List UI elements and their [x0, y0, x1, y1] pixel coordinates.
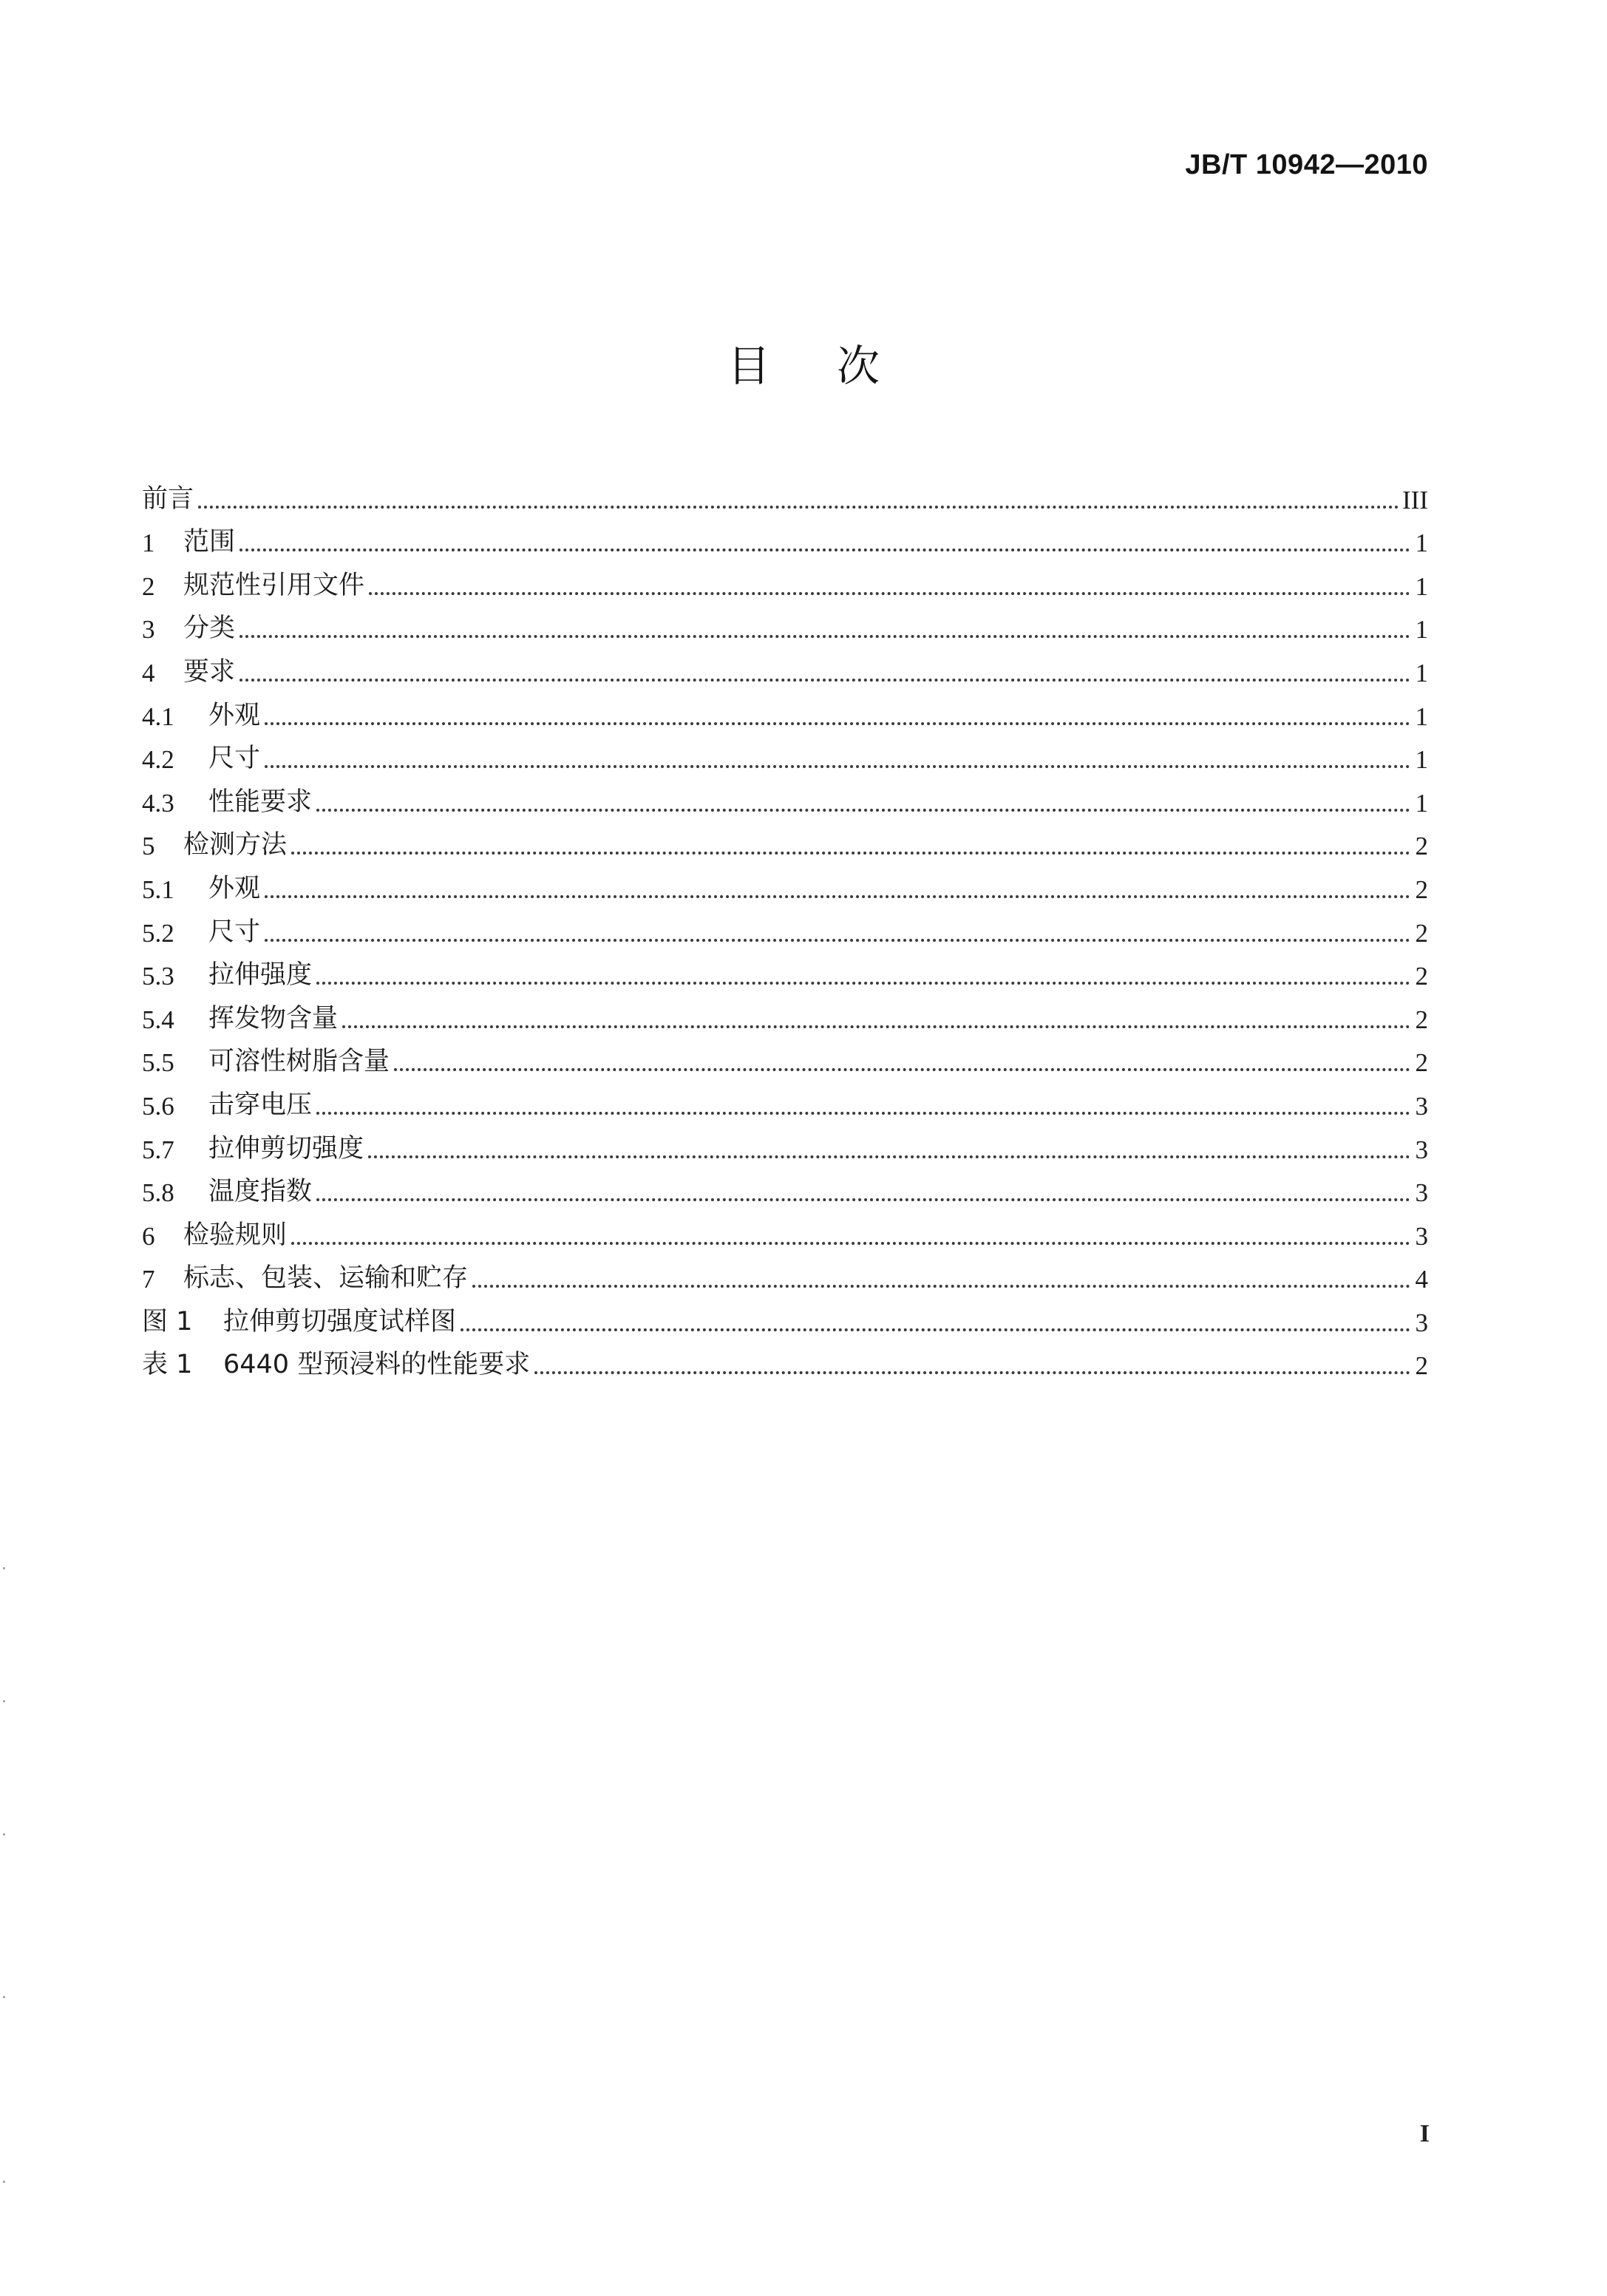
toc-entry[interactable] — [142, 1165, 1428, 1209]
toc-dot-leader — [239, 679, 1410, 682]
toc-dot-leader — [369, 592, 1410, 595]
toc-entry-title: 前言 — [142, 483, 194, 514]
toc-entry-page: 1 — [1415, 788, 1428, 818]
toc-entry-title: 要求 — [183, 656, 236, 687]
toc-entry-number: 表 1 — [142, 1350, 193, 1380]
scan-speck — [3, 2181, 5, 2183]
toc-dot-leader — [198, 506, 1399, 509]
toc-entry-page: 2 — [1415, 874, 1428, 904]
toc-dot-leader — [368, 1155, 1410, 1158]
scan-speck — [3, 1700, 5, 1702]
toc-dot-leader — [316, 1112, 1410, 1115]
toc-entry-page: 3 — [1415, 1308, 1428, 1337]
toc-dot-leader — [239, 548, 1410, 551]
toc-dot-leader — [239, 635, 1410, 638]
toc-entry-number: 5.6 — [142, 1091, 174, 1121]
toc-entry-number: 3 — [142, 615, 155, 645]
toc-entry-page: 1 — [1415, 571, 1428, 601]
toc-entry[interactable] — [142, 1208, 1428, 1251]
toc-entry-title: 击穿电压 — [208, 1090, 313, 1120]
toc-entry-page: 3 — [1415, 1221, 1428, 1251]
toc-entry-title: 外观 — [208, 700, 261, 730]
table-of-contents — [142, 472, 1428, 1381]
toc-entry[interactable] — [142, 515, 1428, 559]
toc-entry-page: 3 — [1415, 1135, 1428, 1164]
toc-dot-leader — [291, 852, 1410, 855]
toc-dot-leader — [316, 1198, 1410, 1201]
toc-entry-page: 1 — [1415, 615, 1428, 645]
toc-dot-leader — [291, 1242, 1410, 1245]
toc-entry[interactable] — [142, 645, 1428, 688]
toc-entry[interactable] — [142, 1251, 1428, 1295]
toc-dot-leader — [342, 1025, 1410, 1028]
toc-entry-title: 尺寸 — [208, 744, 261, 774]
toc-entry[interactable] — [142, 1121, 1428, 1165]
toc-dot-leader — [534, 1371, 1410, 1374]
toc-dot-leader — [316, 809, 1410, 812]
toc-entry-number: 5.4 — [142, 1005, 174, 1034]
toc-entry-title: 可溶性树脂含量 — [208, 1047, 390, 1077]
toc-entry-title: 外观 — [208, 873, 261, 903]
toc-entry-title: 拉伸强度 — [208, 960, 313, 991]
toc-entry[interactable] — [142, 1338, 1428, 1382]
toc-entry[interactable] — [142, 732, 1428, 775]
toc-entry-number: 5.1 — [142, 874, 174, 904]
toc-entry-number: 4 — [142, 658, 155, 687]
toc-entry-page: 2 — [1415, 832, 1428, 861]
toc-entry-title: 拉伸剪切强度试样图 — [223, 1306, 457, 1336]
toc-entry[interactable] — [142, 948, 1428, 992]
toc-entry[interactable] — [142, 688, 1428, 732]
toc-entry-page: 2 — [1415, 1048, 1428, 1078]
toc-entry-title: 检测方法 — [183, 830, 288, 860]
toc-entry-title: 温度指数 — [208, 1177, 313, 1207]
toc-entry[interactable] — [142, 775, 1428, 818]
toc-entry-page: 3 — [1415, 1178, 1428, 1208]
toc-entry-number: 5.3 — [142, 962, 174, 991]
standard-code: JB/T 10942—2010 — [1185, 149, 1428, 180]
toc-entry-page: 2 — [1415, 1005, 1428, 1034]
toc-entry[interactable] — [142, 472, 1428, 515]
toc-dot-leader — [265, 939, 1410, 942]
toc-entry-page: 4 — [1415, 1265, 1428, 1294]
toc-entry-title: 性能要求 — [208, 787, 313, 817]
toc-entry-title: 拉伸剪切强度 — [208, 1133, 364, 1164]
toc-entry-page: 1 — [1415, 529, 1428, 558]
toc-entry-page: 2 — [1415, 918, 1428, 948]
toc-entry-title: 尺寸 — [208, 917, 261, 947]
toc-entry-page: 3 — [1415, 1091, 1428, 1121]
toc-entry-page: 1 — [1415, 702, 1428, 731]
toc-entry[interactable] — [142, 991, 1428, 1035]
toc-entry-number: 1 — [142, 529, 155, 558]
toc-entry[interactable] — [142, 558, 1428, 602]
toc-dot-leader — [265, 722, 1410, 725]
toc-entry[interactable] — [142, 602, 1428, 645]
toc-dot-leader — [472, 1285, 1410, 1288]
toc-entry-title: 标志、包装、运输和贮存 — [183, 1263, 469, 1294]
toc-entry-number: 5 — [142, 832, 155, 861]
toc-entry-title: 范围 — [183, 527, 236, 557]
toc-entry-number: 7 — [142, 1265, 155, 1294]
toc-entry-number: 5.7 — [142, 1135, 174, 1164]
toc-entry-title: 6440 型预浸料的性能要求 — [223, 1350, 531, 1380]
toc-entry-number: 4.1 — [142, 702, 174, 731]
toc-entry-page: 1 — [1415, 658, 1428, 687]
toc-dot-leader — [265, 895, 1410, 898]
toc-entry-number: 6 — [142, 1221, 155, 1251]
scan-speck — [3, 1833, 5, 1835]
toc-dot-leader — [461, 1328, 1410, 1331]
toc-dot-leader — [265, 765, 1410, 768]
toc-entry-number: 5.5 — [142, 1048, 174, 1078]
page-number: I — [1419, 2120, 1430, 2147]
toc-entry-number: 4.3 — [142, 788, 174, 818]
toc-entry-title: 分类 — [183, 614, 236, 644]
toc-entry-number: 4.2 — [142, 745, 174, 775]
toc-entry-number: 2 — [142, 571, 155, 601]
scan-speck — [3, 1996, 5, 1998]
toc-entry-page: 1 — [1415, 745, 1428, 775]
toc-entry-page: 2 — [1415, 1351, 1428, 1381]
toc-entry-page: III — [1402, 485, 1428, 514]
toc-entry-page: 2 — [1415, 962, 1428, 991]
toc-entry[interactable] — [142, 905, 1428, 948]
toc-entry-title: 挥发物含量 — [208, 1003, 339, 1033]
toc-dot-leader — [394, 1068, 1410, 1071]
toc-entry-number: 5.8 — [142, 1178, 174, 1208]
toc-entry[interactable] — [142, 1078, 1428, 1121]
toc-entry[interactable] — [142, 1294, 1428, 1338]
toc-entry-number: 图 1 — [142, 1306, 193, 1336]
scan-speck — [3, 1567, 5, 1569]
toc-entry-title: 规范性引用文件 — [183, 570, 365, 600]
toc-entry-number: 5.2 — [142, 918, 174, 948]
toc-entry[interactable] — [142, 818, 1428, 862]
toc-dot-leader — [316, 982, 1410, 985]
toc-entry[interactable] — [142, 861, 1428, 905]
toc-entry-title: 检验规则 — [183, 1220, 288, 1250]
page-title: 目次 — [727, 341, 946, 391]
toc-entry[interactable] — [142, 1035, 1428, 1079]
